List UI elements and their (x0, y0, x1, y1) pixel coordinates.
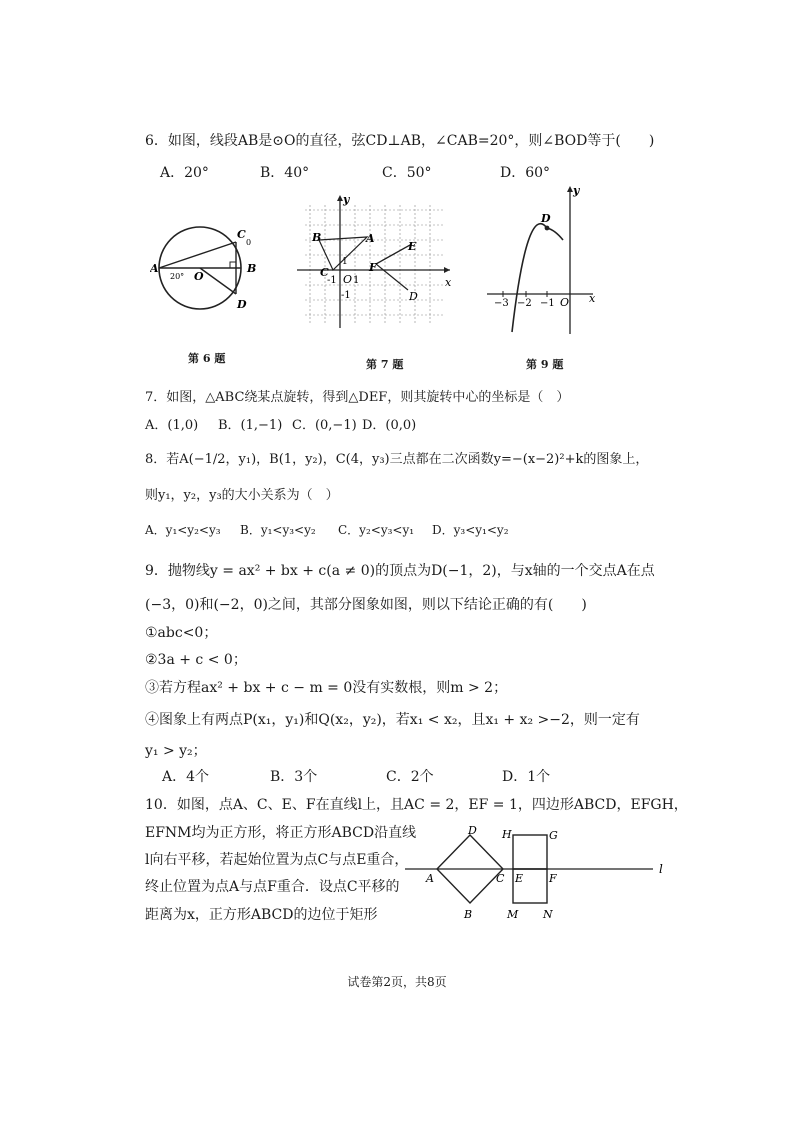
figure-9-parabola (485, 182, 600, 342)
segment-od (200, 268, 236, 294)
figure-10-squares (405, 822, 675, 922)
q10-line-3: l向右平移，若起始位置为点C与点E重合， (145, 852, 409, 868)
q9-item-3: ③若方程ax² + bx + c − m = 0没有实数根，则m > 2； (145, 680, 508, 696)
segment-ac (159, 242, 236, 268)
q7-option-a: A．(1,0) (145, 418, 199, 433)
q9-option-a: A．4个 (162, 769, 210, 785)
tick-1-y: 1 (342, 257, 348, 267)
label-f: F (369, 261, 377, 274)
label-y: y (573, 184, 580, 197)
q9-item-1: ①abc<0； (145, 625, 218, 641)
parabola-curve (512, 224, 563, 332)
label-b: B (464, 908, 473, 921)
q9-option-c: C．2个 (386, 769, 434, 785)
label-o: O (194, 270, 204, 283)
q10-line-2: EFNM均为正方形，将正方形ABCD沿直线 (145, 825, 417, 841)
right-angle-mark (230, 262, 236, 268)
label-c: C (496, 872, 505, 885)
vertex-d (545, 226, 550, 231)
tick-neg3: −3 (494, 298, 509, 309)
label-a: A (150, 262, 159, 275)
label-o: O (343, 273, 353, 286)
figure-6-circle (150, 218, 265, 318)
label-n: N (543, 908, 553, 921)
q9-item-2: ②3a + c < 0； (145, 652, 247, 668)
q6-stem: 6．如图，线段AB是⊙O的直径，弦CD⊥AB，∠CAB=20°，则∠BOD等于( ) (145, 133, 655, 149)
q7-option-c: C．(0,−1) (292, 418, 357, 433)
label-a: A (366, 232, 375, 245)
q7-stem: 7．如图，△ABC绕某点旋转，得到△DEF，则其旋转中心的坐标是（ ） (145, 390, 570, 405)
q9-stem: 9．抛物线y = ax² + bx + c(a ≠ 0)的顶点为D(−1，2)，与x轴的一个交点A在点 (145, 563, 655, 579)
label-x: x (589, 292, 596, 305)
label-b: B (247, 262, 257, 275)
figure-7-grid (295, 190, 455, 330)
q7-option-b: B．(1,−1) (218, 418, 283, 433)
q8-option-b: B．y₁<y₃<y₂ (240, 523, 316, 537)
label-c: C (237, 228, 246, 241)
label-g: G (549, 829, 558, 842)
page-footer: 试卷第2页，共8页 (347, 975, 447, 989)
caption-figure-6: 第 6 题 (188, 352, 226, 365)
label-h: H (502, 828, 512, 841)
q7-option-d: D．(0,0) (362, 418, 417, 433)
label-o: O (560, 296, 570, 309)
q6-option-b: B．40° (260, 165, 310, 181)
label-d: D (468, 824, 477, 837)
label-a: A (426, 872, 434, 885)
q6-option-a: A．20° (160, 165, 209, 181)
q8-option-d: D．y₃<y₁<y₂ (432, 523, 509, 537)
q10-line-5: 距离为x，正方形ABCD的边位于矩形 (145, 907, 378, 923)
q8-stem: 8．若A(−1/2，y₁)，B(1，y₂)，C(4，y₃)三点都在二次函数y=−(x−2)²+k的图象上， (145, 452, 649, 467)
label-b: B (312, 231, 322, 244)
caption-figure-9: 第 9 题 (526, 358, 564, 371)
label-f: F (549, 872, 557, 885)
q8-option-a: A．y₁<y₂<y₃ (145, 523, 221, 537)
q10-line-4: 终止位置为点A与点F重合．设点C平移的 (145, 879, 400, 895)
label-c: C (320, 266, 329, 279)
tick-neg1-y: -1 (341, 290, 351, 301)
label-d: D (237, 298, 247, 311)
triangle-def (376, 245, 410, 290)
tick-neg2: −2 (517, 298, 532, 309)
q9-option-b: B．3个 (270, 769, 318, 785)
label-angle: 20° (170, 272, 185, 281)
tick-neg1: -1 (327, 275, 337, 286)
tick-1: 1 (353, 275, 360, 286)
label-e: E (408, 240, 417, 253)
q9-option-d: D．1个 (502, 769, 551, 785)
label-d: D (409, 290, 418, 303)
label-l: l (659, 862, 663, 876)
label-e: E (515, 872, 524, 885)
square-efgh (513, 835, 547, 869)
caption-figure-7: 第 7 题 (366, 358, 404, 371)
label-d: D (541, 212, 551, 225)
label-y: y (343, 193, 350, 206)
q6-option-d: D．60° (500, 165, 551, 181)
q6-option-c: C．50° (382, 165, 432, 181)
tick-neg1: −1 (540, 298, 555, 309)
label-angle-2: 0 (246, 238, 252, 247)
q10-line-1: 10．如图，点A、C、E、F在直线l上，且AC = 2，EF = 1，四边形ABCD，EFGH， (145, 797, 688, 813)
q8-option-c: C．y₂<y₃<y₁ (338, 523, 415, 537)
q9-stem-2: (−3，0)和(−2，0)之间，其部分图象如图，则以下结论正确的有( ) (145, 597, 587, 613)
q9-item-4: ④图象上有两点P(x₁，y₁)和Q(x₂，y₂)，若x₁ < x₂，且x₁ + x₂ >−2，则一定有 (145, 712, 640, 728)
q9-item-4-cont: y₁ > y₂； (145, 743, 207, 759)
label-m: M (507, 908, 519, 921)
label-x: x (445, 276, 452, 289)
q8-stem-2: 则y₁，y₂，y₃的大小关系为（ ） (145, 488, 339, 503)
